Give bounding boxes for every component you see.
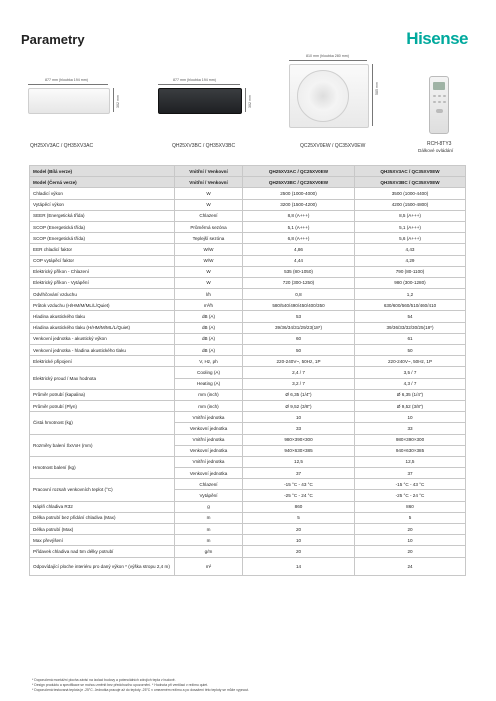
table-cell: 4,3 / 7 — [355, 378, 466, 389]
table-cell: Čistá hmotnost (kg) — [30, 412, 175, 434]
white-height-dim-line — [113, 88, 114, 112]
table-cell: dB (A) — [175, 311, 243, 322]
black-height-label: 302 mm — [248, 95, 252, 108]
table-cell: 630/600/560/510/460/410 — [355, 300, 466, 311]
table-row — [30, 557, 466, 575]
table-cell: m — [175, 524, 243, 535]
table-cell: Průtok vzduchu (H/HM/M/ML/L/Quiet) — [30, 300, 175, 311]
table-cell: W/W — [175, 244, 243, 255]
table-cell: 580/540/490/450/400/350 — [243, 300, 355, 311]
white-indoor-unit-image — [28, 88, 110, 114]
table-cell: 50 — [243, 345, 355, 356]
table-row — [30, 345, 466, 356]
page-title: Parametry — [21, 32, 85, 47]
table-cell: Chlazení — [175, 479, 243, 490]
table-cell: Vytápěcí výkon — [30, 199, 175, 210]
table-cell: 0,8 — [243, 289, 355, 300]
table-cell: W/W — [175, 255, 243, 266]
table-row — [30, 266, 466, 277]
remote-caption: RCH-8TY3 — [427, 141, 452, 147]
table-cell: 37 — [355, 468, 466, 479]
footnote: * Doporučená montážní plocha závisí na izolaci budovy a potenciálních zdrojích tepla v budově. — [32, 678, 176, 682]
table-cell: W — [175, 199, 243, 210]
outdoor-fan-grille — [297, 70, 349, 122]
table-cell: 50 — [355, 345, 466, 356]
table-cell: Průměr potrubí (kapalina) — [30, 389, 175, 400]
white-height-label: 302 mm — [116, 95, 120, 108]
table-cell: Vnitřní jednotka — [175, 412, 243, 423]
table-cell: V, Hz, ph — [175, 356, 243, 367]
table-cell: -15 °C - 43 °C — [243, 479, 355, 490]
table-cell: Ø 9,52 (3/8") — [355, 400, 466, 411]
table-cell: 720 (300-1250) — [243, 277, 355, 288]
table-cell: Chlazení — [175, 210, 243, 221]
table-row — [30, 333, 466, 344]
table-cell: SCOP (Energetická třída) — [30, 233, 175, 244]
table-row — [30, 210, 466, 221]
remote-button — [436, 109, 443, 113]
table-cell: 39/36/34/31/29/23(18*) — [243, 322, 355, 333]
table-row — [30, 367, 466, 378]
table-cell: Model (Černá verze) — [30, 177, 175, 188]
table-cell: SEER (Energetická třída) — [30, 210, 175, 221]
table-row — [30, 199, 466, 210]
table-cell: W — [175, 266, 243, 277]
footnotes — [32, 678, 249, 693]
outdoor-height-label: 585 mm — [375, 82, 379, 95]
table-cell: 980 (300-1280) — [355, 277, 466, 288]
table-cell: 14 — [243, 557, 355, 575]
table-cell: m — [175, 535, 243, 546]
table-cell: 5,6 (A+++) — [355, 233, 466, 244]
table-cell: 5,1 (A+++) — [243, 221, 355, 232]
table-cell: Vnitřní jednotka — [175, 434, 243, 445]
table-cell: Cooling (A) — [175, 367, 243, 378]
table-cell: 10 — [243, 535, 355, 546]
table-cell: W — [175, 188, 243, 199]
table-row — [30, 524, 466, 535]
table-cell: 3,5 / 7 — [355, 367, 466, 378]
table-cell: 20 — [243, 546, 355, 557]
table-cell: Elektrické připojení — [30, 356, 175, 367]
white-width-label: 877 mm (hloubka 194 mm) — [45, 78, 88, 82]
table-cell: 940×630×385 — [355, 445, 466, 456]
table-cell: 60 — [243, 333, 355, 344]
table-row — [30, 456, 466, 467]
table-cell: EER chladicí faktor — [30, 244, 175, 255]
table-cell: QH35XV3BC / QC35XV0EW — [355, 177, 466, 188]
table-cell: Odvlhčování vzduchu — [30, 289, 175, 300]
table-row — [30, 289, 466, 300]
table-cell: Ø 6,35 (1/4") — [355, 389, 466, 400]
table-cell: 220-240V~, 50Hz, 1P — [355, 356, 466, 367]
table-row — [30, 188, 466, 199]
table-cell: -25 °C - 24 °C — [355, 490, 466, 501]
table-cell: Elektrický příkon - Chlazení — [30, 266, 175, 277]
table-cell: 8,8 (A+++) — [243, 210, 355, 221]
table-row — [30, 535, 466, 546]
table-cell: Ø 6,35 (1/4") — [243, 389, 355, 400]
table-row — [30, 166, 466, 177]
outdoor-width-label: 810 mm (hloubka 280 mm) — [306, 54, 349, 58]
table-cell: 4,29 — [355, 255, 466, 266]
table-cell: 20 — [355, 546, 466, 557]
outdoor-height-dim-line — [372, 64, 373, 126]
table-cell: Vnitřní jednotka — [175, 456, 243, 467]
table-cell: 1,2 — [355, 289, 466, 300]
table-cell: 33 — [243, 423, 355, 434]
remote-screen — [433, 82, 445, 90]
table-row — [30, 233, 466, 244]
table-cell: Chladicí výkon — [30, 188, 175, 199]
table-cell: Teplejší sezóna — [175, 233, 243, 244]
remote-button — [443, 95, 446, 97]
remote-button — [433, 101, 436, 103]
black-height-dim-line — [245, 88, 246, 112]
table-row — [30, 412, 466, 423]
table-cell: 790 (80-1100) — [355, 266, 466, 277]
black-unit-caption: QH25XV3BC / QH35XV3BC — [172, 143, 236, 149]
table-cell: 5 — [355, 512, 466, 523]
table-cell: mm (inch) — [175, 400, 243, 411]
table-cell: 940×630×385 — [243, 445, 355, 456]
table-cell: 10 — [355, 535, 466, 546]
table-cell: Průměr potrubí (Plyn) — [30, 400, 175, 411]
table-cell: Hladina akustického tlaku — [30, 311, 175, 322]
table-cell: 2500 (1000-4000) — [243, 188, 355, 199]
table-cell: g — [175, 501, 243, 512]
table-cell: 220-240V~, 50Hz, 1P — [243, 356, 355, 367]
table-cell: dB (A) — [175, 345, 243, 356]
table-cell: Pracovní rozsah venkovních teplot (°C) — [30, 479, 175, 501]
table-cell: 4200 (1500-4800) — [355, 199, 466, 210]
table-cell: 39/36/33/32/30/25(18*) — [355, 322, 466, 333]
table-cell: Venkovní jednotka — [175, 445, 243, 456]
table-cell: 8,5 (A+++) — [355, 210, 466, 221]
table-cell: Hmotnost balení (kg) — [30, 456, 175, 478]
remote-control-image — [429, 76, 449, 134]
table-cell: Hladina akustického tlaku (H/HM/M/ML/L/Quiet) — [30, 322, 175, 333]
table-cell: 33 — [355, 423, 466, 434]
table-cell: 53 — [243, 311, 355, 322]
table-cell: g/m — [175, 546, 243, 557]
table-cell: Elektrický příkon - Vytápění — [30, 277, 175, 288]
table-row — [30, 400, 466, 411]
table-row — [30, 311, 466, 322]
white-unit-caption: QH25XV3AC / QH35XV3AC — [30, 143, 94, 149]
table-cell: QH35XV3AC / QC35XV0EW — [355, 166, 466, 177]
table-row — [30, 389, 466, 400]
table-row — [30, 322, 466, 333]
table-cell: Model (Bílá verze) — [30, 166, 175, 177]
table-row — [30, 479, 466, 490]
table-cell: Max převýšení — [30, 535, 175, 546]
table-cell: dB (A) — [175, 322, 243, 333]
table-cell: -25 °C - 24 °C — [243, 490, 355, 501]
table-row — [30, 300, 466, 311]
table-cell: 3500 (1000-4400) — [355, 188, 466, 199]
remote-button — [438, 95, 441, 97]
table-cell: dB (A) — [175, 333, 243, 344]
table-cell: 4,86 — [243, 244, 355, 255]
table-cell: 37 — [243, 468, 355, 479]
table-cell: Venkovní jednotka — [175, 423, 243, 434]
table-cell: 54 — [355, 311, 466, 322]
table-cell: Délka potrubí (Max) — [30, 524, 175, 535]
table-cell: 61 — [355, 333, 466, 344]
table-row — [30, 277, 466, 288]
outdoor-width-dim-line — [289, 60, 367, 61]
table-cell: 4,43 — [355, 244, 466, 255]
table-row — [30, 244, 466, 255]
table-cell: 10 — [355, 412, 466, 423]
table-cell: Vytápění — [175, 490, 243, 501]
table-cell: QH25XV3AC / QC25XV0EW — [243, 166, 355, 177]
table-cell: 12,5 — [355, 456, 466, 467]
table-row — [30, 434, 466, 445]
remote-button — [443, 101, 446, 103]
table-cell: 12,5 — [243, 456, 355, 467]
table-cell: m² — [175, 557, 243, 575]
table-cell: Přídavek chladiva nad 5m délky potrubí — [30, 546, 175, 557]
table-cell: 5 — [243, 512, 355, 523]
table-cell: 980×390×300 — [243, 434, 355, 445]
table-cell: Ø 9,52 (3/8") — [243, 400, 355, 411]
table-row — [30, 177, 466, 188]
table-cell: 20 — [243, 524, 355, 535]
white-width-dim-line — [28, 84, 108, 85]
table-cell: SCOP (Energetická třída) — [30, 221, 175, 232]
remote-subcaption: Dálkové ovládání — [418, 148, 454, 153]
table-cell: Rozměry balení ŠxVxH (mm) — [30, 434, 175, 456]
table-cell: -15 °C - 43 °C — [355, 479, 466, 490]
table-cell: QH25XV3BC / QC25XV0EW — [243, 177, 355, 188]
table-cell: Venkovní jednotka - akustický výkon — [30, 333, 175, 344]
table-cell: COP vytápěcí faktor — [30, 255, 175, 266]
table-row — [30, 512, 466, 523]
table-row — [30, 501, 466, 512]
table-row — [30, 221, 466, 232]
table-cell: 535 (80-1050) — [243, 266, 355, 277]
table-cell: Heating (A) — [175, 378, 243, 389]
table-cell: 5,1 (A+++) — [355, 221, 466, 232]
table-cell: 3,2 / 7 — [243, 378, 355, 389]
table-cell: W — [175, 277, 243, 288]
footnote: * Doporučená testovaná teplota je -25°C. Jednotka pracuje až do teploty -25°C v omezeném režimu a po dosažení této teploty se může vypnout. — [32, 687, 250, 692]
black-width-label: 877 mm (hloubka 194 mm) — [173, 78, 216, 82]
table-cell: 860 — [355, 501, 466, 512]
table-cell: Délka potrubí bez přidání chladiva (Max) — [30, 512, 175, 523]
table-cell: 24 — [355, 557, 466, 575]
table-cell: Průměrná sezóna — [175, 221, 243, 232]
spec-table — [29, 165, 466, 576]
table-cell: l/h — [175, 289, 243, 300]
black-indoor-unit-image — [158, 88, 242, 114]
black-width-dim-line — [158, 84, 240, 85]
table-cell: 10 — [243, 412, 355, 423]
table-cell: Elektrický proud / Max hodnota — [30, 367, 175, 389]
brand-logo: Hisense — [406, 29, 468, 48]
table-row — [30, 255, 466, 266]
table-row — [30, 546, 466, 557]
table-cell: m³/h — [175, 300, 243, 311]
table-cell: 2,4 / 7 — [243, 367, 355, 378]
table-cell: Náplň chladiva R32 — [30, 501, 175, 512]
table-cell: 6,8 (A+++) — [243, 233, 355, 244]
footnote: * Design produktu a specifikace se mohou změnit bez předchozího upozornění. * Hodnota při ventilaci v režimu quiet. — [32, 682, 209, 687]
table-cell: mm (inch) — [175, 389, 243, 400]
table-cell: 860 — [243, 501, 355, 512]
table-cell: 3200 (1500-4200) — [243, 199, 355, 210]
table-cell: Venkovní jednotka - hladina akustického tlaku — [30, 345, 175, 356]
table-cell: 980×390×300 — [355, 434, 466, 445]
table-cell: Vnitřní / Venkovní — [175, 166, 243, 177]
table-cell: Odpovídající ploche interiéru pro daný výkon * (výška stropu 2,4 m) — [30, 557, 175, 575]
table-cell: Vnitřní / Venkovní — [175, 177, 243, 188]
table-cell: 4,44 — [243, 255, 355, 266]
table-cell: Venkovní jednotka — [175, 468, 243, 479]
remote-button — [438, 101, 441, 103]
table-row — [30, 356, 466, 367]
outdoor-unit-caption: QC25XV0EW / QC35XV0EW — [300, 143, 366, 149]
table-cell: 20 — [355, 524, 466, 535]
table-cell: m — [175, 512, 243, 523]
remote-button — [433, 95, 436, 97]
